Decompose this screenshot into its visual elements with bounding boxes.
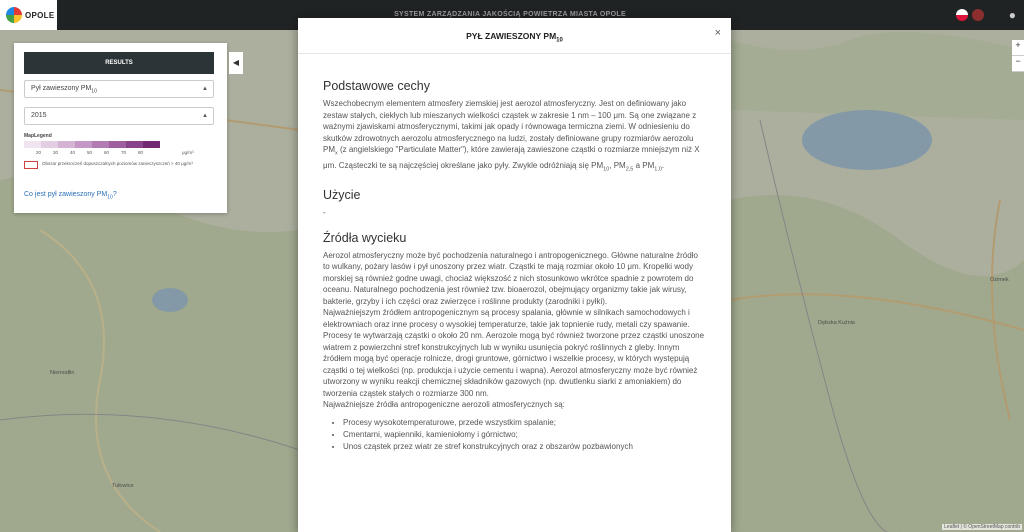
logo[interactable] xyxy=(0,0,57,30)
english-flag-icon[interactable] xyxy=(972,9,984,21)
language-switcher[interactable] xyxy=(956,9,984,21)
legend-swatch xyxy=(109,141,126,148)
legend-tick: 40 xyxy=(70,150,76,155)
map-label-ozimek: Ozimek xyxy=(990,277,1009,283)
limit-swatch xyxy=(24,161,38,169)
list-item: • Unos cząstek przez wiatr ze stref konstrukcyjnych oraz z obszarów pozbawionych xyxy=(343,441,705,453)
map-label-niemodlin: Niemodlin xyxy=(50,370,75,376)
section-paragraph xyxy=(323,98,705,176)
legend-swatch xyxy=(58,141,75,148)
section-heading: Źródła wycieku xyxy=(323,230,407,245)
subscript: 1,0 xyxy=(654,166,662,173)
collapse-panel-button[interactable]: ◀︎ xyxy=(229,52,243,74)
section-sources xyxy=(323,231,705,453)
limit-text: Obszar przekroczeń dopuszczalnych poziomów zanieczyszczeń > 40 μg/m³ xyxy=(42,161,193,166)
section-paragraph: Najważniejszym źródłem antropogenicznym są procesy spalania, głównie w silnikach samochodowych i elektrowniach oraz inne procesy o wysokiej temperaturze, takie jak topnienie rudy, metali czy spawanie. Procesy te wytwarzają cząstki o około 20 nm. Aerozole mogą być również tworzone przez cząstki unoszone wiatrem z powierzchni stref konstrukcyjnych lub w wyniku usunięcia pokryć roślinnych z gleby. Innym źródłem mogą być operacje rolnicze, drogi gruntowe, górnictwo i wszelkie procesy, w których występują cząstki o tej wielkości (np. produkcja i użycie cementu i wapna). Aerozol atmosferyczny może być również utworzony w wyniku reakcji chemicznej składników gazowych (np. dwutlenku siarki z amoniakiem) do tworzenia cząstek stałych o rozmiarze 300 nm. xyxy=(323,308,705,398)
polish-flag-icon[interactable] xyxy=(956,9,968,21)
text-fragment: a PM xyxy=(633,161,655,171)
map-label-tulowice: Tułowice xyxy=(112,483,134,489)
map-label-debska-kuznia: Dębska Kuźnia xyxy=(818,320,855,326)
section-features xyxy=(323,79,705,176)
text-fragment: . xyxy=(661,161,665,171)
pm10-info-link[interactable] xyxy=(24,191,117,200)
legend-tick: 20 xyxy=(36,150,42,155)
modal-title xyxy=(298,31,731,44)
year-select-value: 2015 xyxy=(31,112,47,119)
text-fragment: (z angielskiego "Particulate Matter"), które zawierają zawieszone cząstki o rozmiarze mniejszym niż X μm. Cząsteczki te są najczęściej określane jako pyły. Zwykle odróżniają się PM xyxy=(323,145,700,171)
logo-icon xyxy=(6,7,22,23)
year-select[interactable] xyxy=(24,107,214,125)
text-fragment: , PM xyxy=(609,161,626,171)
legend-limit xyxy=(24,161,212,169)
text-fragment: Wszechobecnym elementem atmosfery ziemskiej jest aerozol atmosferyczny. Jest on definiowany jako zestaw stałych, ciekłych lub mieszanych wielkości cząstek w zakresie 1 nm – 100 μm. Są one związane z ważnymi zjawiskami atmosferycznymi, takimi jak opady i równowaga termiczna ziemi. W odniesieniu do skutków zdrowotnych aerozolu atmosferycznego na ludzi, zostały definiowane grupy rozmiarów aerozolu PM xyxy=(323,99,697,154)
section-paragraph: Najważniejsze źródła antropogeniczne aerozoli atmosferycznych są: xyxy=(323,400,565,410)
pm10-info-modal xyxy=(298,18,731,532)
logo-text: OPOLE xyxy=(25,10,55,20)
legend-swatch xyxy=(24,141,41,148)
modal-title-text: PYŁ ZAWIESZONY PM xyxy=(466,31,557,41)
pollutant-select-value: Pył zawieszony PM xyxy=(31,85,92,92)
subscript: 10 xyxy=(603,166,610,173)
section-usage xyxy=(323,188,705,219)
results-panel xyxy=(14,43,227,213)
info-link-sub: 10 xyxy=(107,194,113,201)
section-paragraph: - xyxy=(323,208,326,218)
legend-tick: 70 xyxy=(121,150,127,155)
legend-tick: 30 xyxy=(53,150,59,155)
section-paragraph: Aerozol atmosferyczny może być pochodzenia naturalnego i antropogenicznego. Główne naturalne źródło to wulkany, pożary lasów i pył unoszony przez wiatr. Cząstki te mają rozmiar około 10 μm. Kropelki wody morskiej są również godne uwagi, chociaż większość z nich stosunkowo wkrótce spadnie z powrotem do oceanu. Naturalnego pochodzenia jest również tzw. bioaerozol, obejmujący organizmy takie jak wirusy, bakterie, grzyby i ich części oraz zwierzęce i roślinne produkty (zarodniki i pyłki). xyxy=(323,250,698,306)
pollutant-select-sub: 10 xyxy=(91,88,97,95)
section-heading: Podstawowe cechy xyxy=(323,79,431,93)
subscript: 2,5 xyxy=(625,166,634,173)
subscript: x xyxy=(335,150,338,157)
pollutant-select[interactable] xyxy=(24,80,214,98)
section-heading: Użycie xyxy=(323,188,361,203)
chevron-updown-icon: ▲︎ xyxy=(202,113,208,119)
results-button[interactable]: RESULTS xyxy=(24,52,214,74)
legend-tick: 80 xyxy=(138,150,144,155)
zoom-control xyxy=(1012,40,1024,72)
legend-title: MapLegend xyxy=(24,133,52,139)
legend-tick: 50 xyxy=(87,150,93,155)
system-title: SYSTEM ZARZĄDZANIA JAKOŚCIĄ POWIETRZA MIASTA OPOLE xyxy=(394,11,626,18)
legend-swatch xyxy=(41,141,58,148)
legend-swatch xyxy=(143,141,160,148)
list-item: • Procesy wysokotemperaturowe, przede wszystkim spalanie; xyxy=(343,417,705,429)
user-icon[interactable]: ● xyxy=(1008,8,1016,22)
legend-swatch xyxy=(92,141,109,148)
info-link-suffix: ? xyxy=(112,191,117,198)
legend-ticks xyxy=(36,150,155,155)
legend-swatch xyxy=(126,141,143,148)
modal-header xyxy=(298,18,731,54)
legend-tick: 60 xyxy=(104,150,110,155)
zoom-out-button[interactable]: − xyxy=(1012,56,1024,72)
modal-title-sub: 10 xyxy=(556,37,563,44)
close-icon[interactable]: × xyxy=(714,27,721,39)
legend-unit: μg/m³ xyxy=(182,150,194,155)
map-attribution[interactable]: Leaflet | © OpenStreetMap contrib xyxy=(944,524,1020,530)
list-item: • Cmentarni, wapienniki, kamieniołomy i górnictwo; xyxy=(343,429,705,441)
modal-body xyxy=(323,79,705,465)
sources-list xyxy=(343,417,705,453)
chevron-updown-icon: ▲︎ xyxy=(202,86,208,92)
legend-swatch xyxy=(75,141,92,148)
legend-color-scale xyxy=(24,141,160,148)
info-link-text: Co jest pył zawieszony PM xyxy=(24,191,108,198)
zoom-in-button[interactable]: + xyxy=(1012,40,1024,56)
